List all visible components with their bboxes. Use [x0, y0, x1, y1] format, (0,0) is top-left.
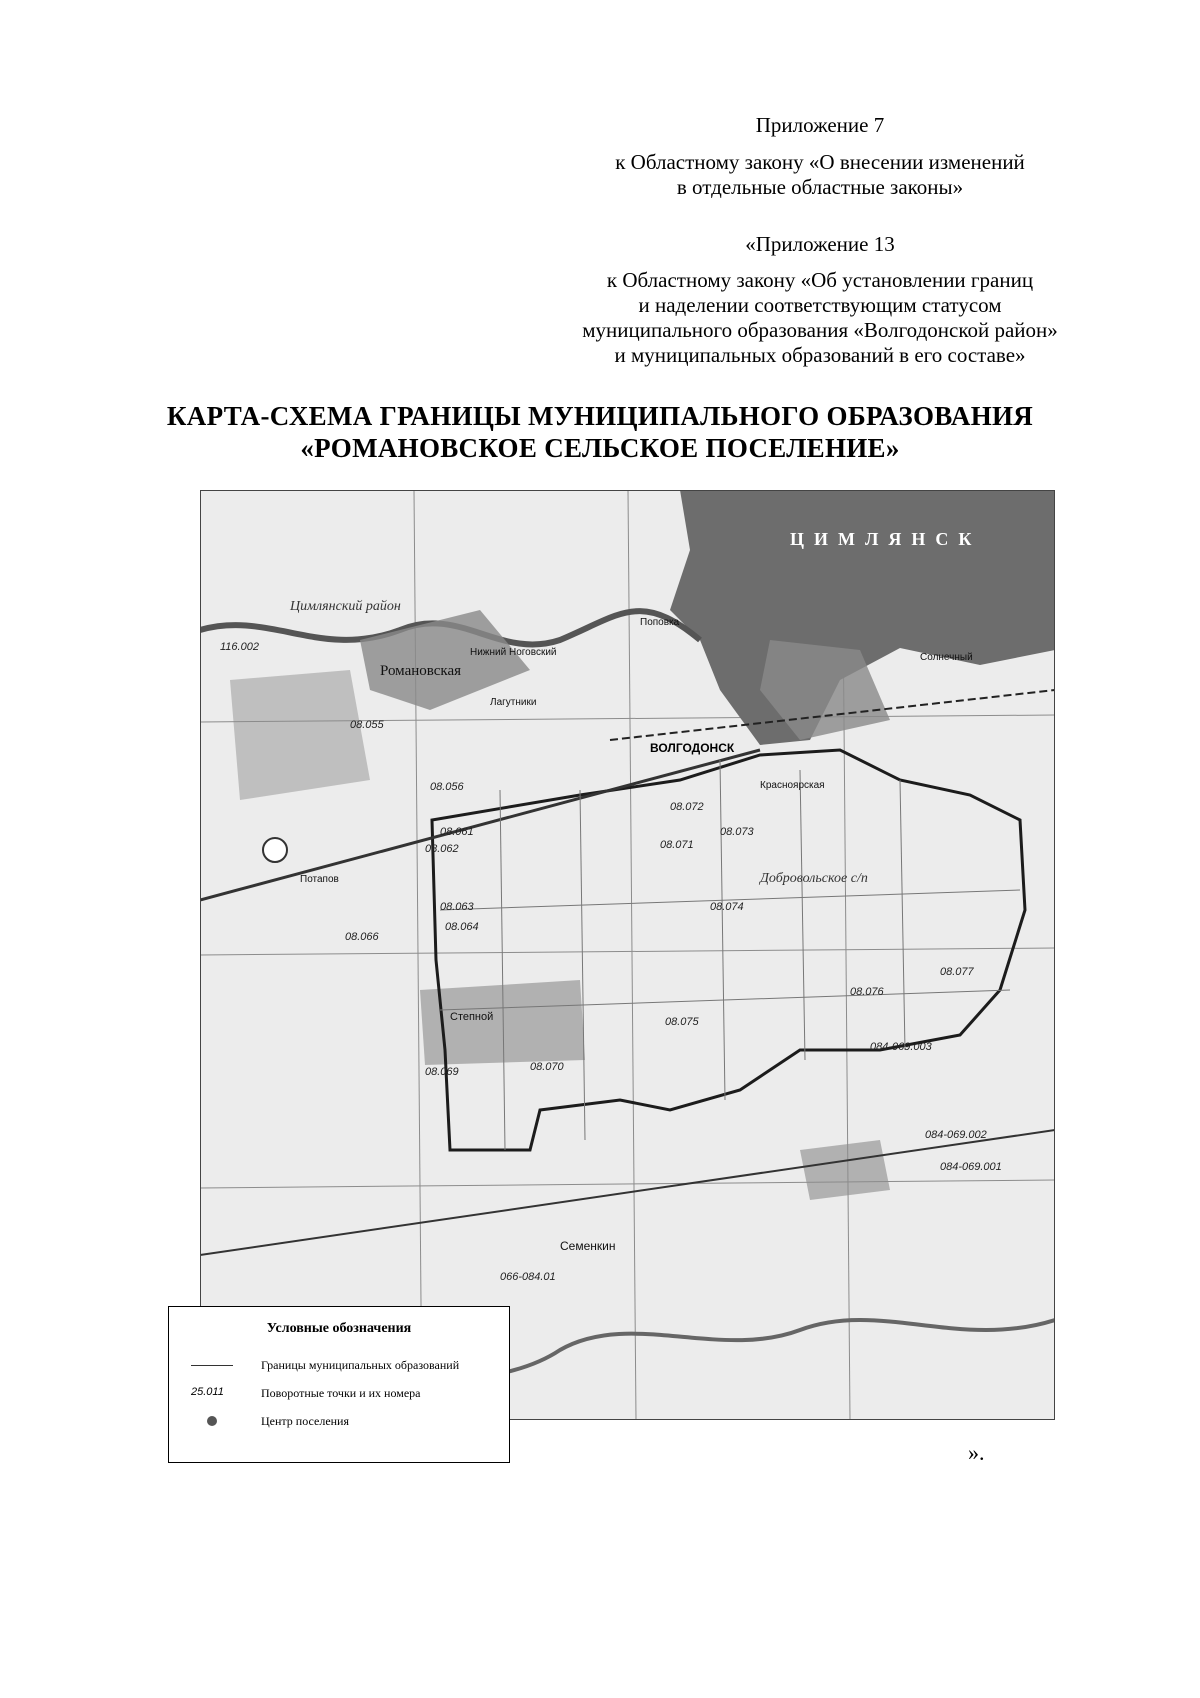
map-title-line-1: КАРТА-СХЕМА ГРАНИЦЫ МУНИЦИПАЛЬНОГО ОБРАЗОВАНИЯ	[166, 401, 1034, 431]
map-label-district: Цимлянский район	[290, 599, 401, 614]
boundary-point-label: 08.072	[670, 801, 704, 813]
boundary-point-label: 084-069.001	[940, 1161, 1002, 1173]
map-legend	[168, 1306, 510, 1463]
settlement-center-icon	[263, 838, 287, 862]
boundary-point-label: 08.076	[850, 986, 884, 998]
legend-label: Границы муниципальных образований	[261, 1358, 460, 1372]
boundary-point-label: 084-069.003	[870, 1041, 932, 1053]
map-label-place: Нижний Ноговский	[470, 647, 557, 658]
boundary-point-label: 08.077	[940, 966, 974, 978]
boundary-point-label: 066-084.01	[500, 1271, 556, 1283]
boundary-point-label: 08.073	[720, 826, 754, 838]
settlement-area	[230, 670, 370, 800]
appendix-13-line: муниципального образования «Волгодонской район»	[582, 318, 1058, 342]
boundary-point-label: 08.064	[445, 921, 479, 933]
legend-symbol-line	[187, 1355, 237, 1377]
map-label-reservoir: ЦИМЛЯНСК	[790, 529, 982, 549]
settlement-area	[800, 1140, 890, 1200]
boundary-point-label: 08.071	[660, 839, 694, 851]
map-scheme	[200, 490, 1055, 1420]
legend-title: Условные обозначения	[266, 1321, 412, 1336]
boundary-point-label: 08.069	[425, 1066, 459, 1078]
boundary-point-label: 08.070	[530, 1061, 564, 1073]
boundary-point-label: 084-069.002	[925, 1129, 987, 1141]
map-label-place: Поповка	[640, 617, 680, 628]
point-number-sample: 25.011	[191, 1386, 224, 1398]
boundary-point-label: 116.002	[220, 641, 259, 653]
map-label-place: Лагутники	[490, 697, 537, 708]
boundary-point-label: 08.062	[425, 843, 459, 855]
legend-label: Центр поселения	[261, 1414, 350, 1428]
map-label-place: Потапов	[300, 874, 339, 885]
appendix-13-line: к Областному закону «Об установлении границ	[606, 268, 1034, 292]
map-label-place: Степной	[450, 1011, 494, 1023]
map-title	[0, 400, 1200, 464]
map-label-place: Красноярская	[760, 780, 825, 791]
settlement-center-dot-icon	[207, 1416, 217, 1426]
map-label-place: Солнечный	[920, 652, 973, 663]
appendix-7-line: к Областному закону «О внесении изменений	[615, 150, 1025, 174]
boundary-point-label: 08.063	[440, 901, 474, 913]
map-label-place: Романовская	[380, 663, 462, 679]
legend-label: Поворотные точки и их номера	[261, 1386, 421, 1400]
map-label-area: Добровольское с/п	[760, 871, 868, 886]
appendix-13-text	[520, 268, 1120, 368]
appendix-13-line: и муниципальных образований в его составе»	[614, 343, 1026, 367]
map-label-place: Семенкин	[560, 1239, 616, 1253]
appendix-7-text	[520, 150, 1120, 200]
legend-item-boundary	[169, 1355, 509, 1377]
appendix-7-line: в отдельные областные законы»	[676, 175, 964, 199]
closing-quote-mark: ».	[968, 1440, 985, 1465]
legend-item-center	[169, 1411, 509, 1433]
map-title-line-2: «РОМАНОВСКОЕ СЕЛЬСКОЕ ПОСЕЛЕНИЕ»	[300, 433, 900, 463]
appendix-13-block	[520, 232, 1120, 257]
boundary-line-icon	[191, 1365, 233, 1366]
boundary-point-label: 08.055	[350, 719, 384, 731]
legend-item-points	[169, 1383, 509, 1405]
boundary-point-label: 08.066	[345, 931, 379, 943]
map-label-city: ВОЛГОДОНСК	[650, 741, 735, 755]
legend-symbol-number	[187, 1383, 237, 1405]
appendix-7-block	[520, 113, 1120, 138]
appendix-13-title: «Приложение 13	[745, 232, 895, 256]
appendix-7-title: Приложение 7	[755, 113, 885, 137]
boundary-point-label: 08.056	[430, 781, 464, 793]
legend-symbol-dot	[187, 1411, 237, 1433]
boundary-point-label: 08.075	[665, 1016, 699, 1028]
appendix-13-line: и наделении соответствующим статусом	[638, 293, 1002, 317]
boundary-point-label: 08.074	[710, 901, 744, 913]
boundary-point-label: 08.061	[440, 826, 474, 838]
